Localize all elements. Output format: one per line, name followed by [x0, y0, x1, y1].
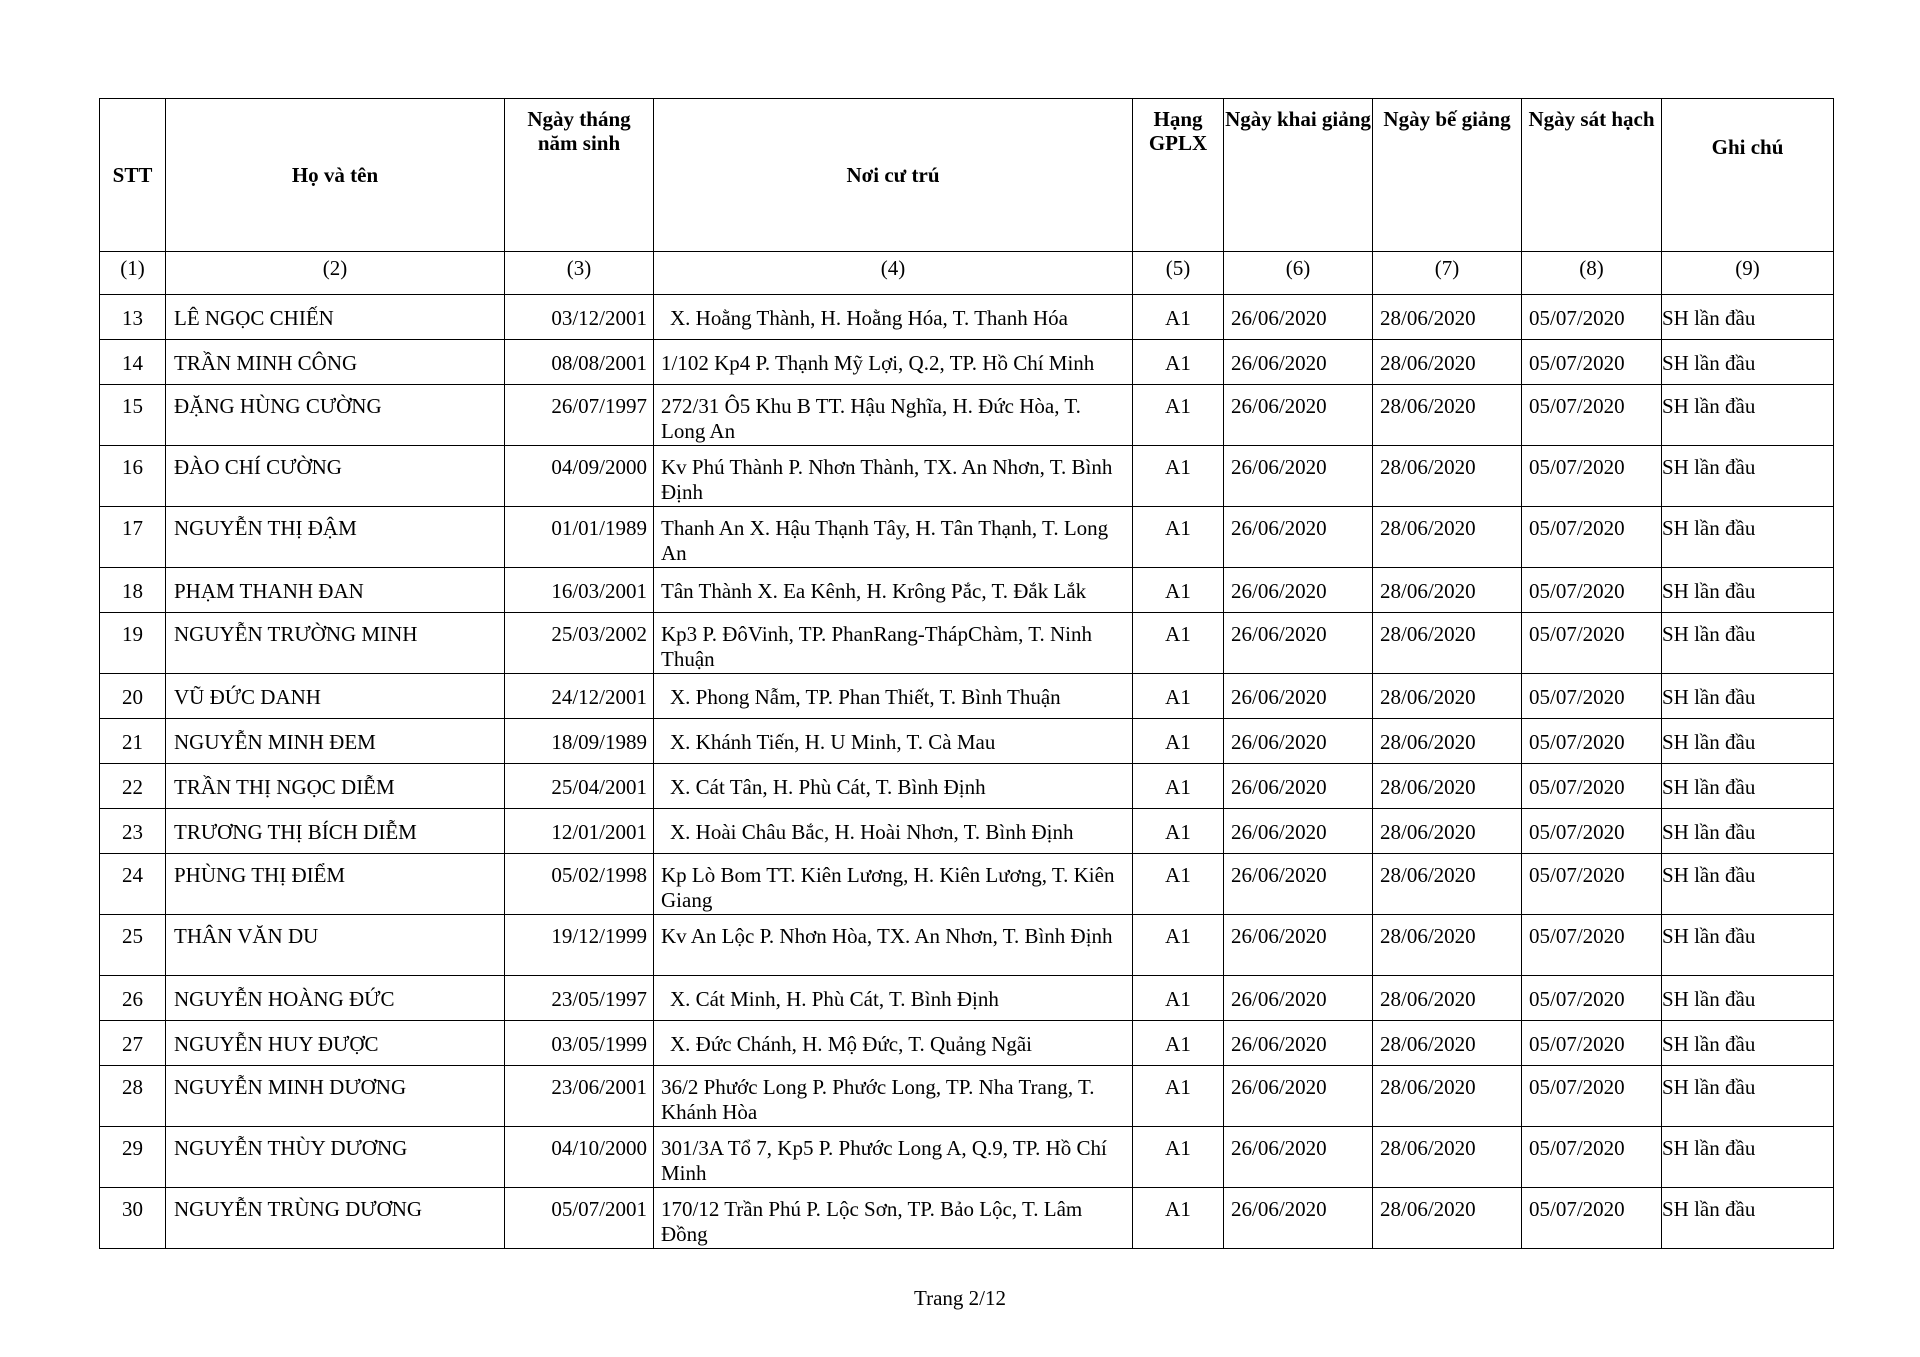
column-number: (2): [166, 252, 505, 295]
row-start-date: 26/06/2020: [1224, 1066, 1373, 1127]
row-dob: 03/05/1999: [505, 1021, 654, 1066]
row-license-class: A1: [1133, 674, 1224, 719]
row-end-date: 28/06/2020: [1373, 1188, 1522, 1249]
row-stt: 25: [100, 915, 166, 976]
row-name: VŨ ĐỨC DANH: [166, 674, 505, 719]
row-end-date: 28/06/2020: [1373, 385, 1522, 446]
row-note: SH lần đầu: [1662, 568, 1834, 613]
table-row: [100, 613, 1834, 674]
header-start-date: Ngày khai giảng: [1224, 99, 1373, 252]
row-end-date: 28/06/2020: [1373, 1021, 1522, 1066]
row-note: SH lần đầu: [1662, 1066, 1834, 1127]
header-note: Ghi chú: [1662, 99, 1834, 252]
row-start-date: 26/06/2020: [1224, 809, 1373, 854]
row-end-date: 28/06/2020: [1373, 295, 1522, 340]
row-name: NGUYỄN HOÀNG ĐỨC: [166, 976, 505, 1021]
row-stt: 17: [100, 507, 166, 568]
header-license-class: Hạng GPLX: [1133, 99, 1224, 252]
row-name: NGUYỄN THÙY DƯƠNG: [166, 1127, 505, 1188]
row-stt: 19: [100, 613, 166, 674]
table-row: [100, 1021, 1834, 1066]
row-note: SH lần đầu: [1662, 385, 1834, 446]
header-stt: STT: [100, 99, 166, 252]
table-row: [100, 809, 1834, 854]
table-row: [100, 1127, 1834, 1188]
column-number: (9): [1662, 252, 1834, 295]
row-start-date: 26/06/2020: [1224, 507, 1373, 568]
row-address: Kp Lò Bom TT. Kiên Lương, H. Kiên Lương, T. Kiên Giang: [654, 854, 1133, 915]
row-dob: 08/08/2001: [505, 340, 654, 385]
row-stt: 15: [100, 385, 166, 446]
row-license-class: A1: [1133, 764, 1224, 809]
row-note: SH lần đầu: [1662, 1188, 1834, 1249]
table-row: [100, 568, 1834, 613]
row-stt: 14: [100, 340, 166, 385]
row-start-date: 26/06/2020: [1224, 1021, 1373, 1066]
table-body: [100, 295, 1834, 1249]
row-note: SH lần đầu: [1662, 446, 1834, 507]
student-list-table: [99, 98, 1834, 1249]
row-dob: 26/07/1997: [505, 385, 654, 446]
row-start-date: 26/06/2020: [1224, 385, 1373, 446]
row-address: X. Khánh Tiến, H. U Minh, T. Cà Mau: [654, 719, 1133, 764]
row-end-date: 28/06/2020: [1373, 446, 1522, 507]
row-end-date: 28/06/2020: [1373, 915, 1522, 976]
row-exam-date: 05/07/2020: [1522, 446, 1662, 507]
table-row: [100, 764, 1834, 809]
row-dob: 03/12/2001: [505, 295, 654, 340]
row-license-class: A1: [1133, 1188, 1224, 1249]
row-address: Tân Thành X. Ea Kênh, H. Krông Pắc, T. Đắk Lắk: [654, 568, 1133, 613]
row-address: X. Cát Minh, H. Phù Cát, T. Bình Định: [654, 976, 1133, 1021]
row-address: Thanh An X. Hậu Thạnh Tây, H. Tân Thạnh, T. Long An: [654, 507, 1133, 568]
row-address: 170/12 Trần Phú P. Lộc Sơn, TP. Bảo Lộc, T. Lâm Đồng: [654, 1188, 1133, 1249]
row-note: SH lần đầu: [1662, 976, 1834, 1021]
row-address: X. Hoằng Thành, H. Hoằng Hóa, T. Thanh Hóa: [654, 295, 1133, 340]
column-number-row: [100, 252, 1834, 295]
table-row: [100, 446, 1834, 507]
row-dob: 24/12/2001: [505, 674, 654, 719]
row-license-class: A1: [1133, 295, 1224, 340]
row-exam-date: 05/07/2020: [1522, 613, 1662, 674]
row-note: SH lần đầu: [1662, 1021, 1834, 1066]
row-start-date: 26/06/2020: [1224, 764, 1373, 809]
column-number: (1): [100, 252, 166, 295]
row-dob: 16/03/2001: [505, 568, 654, 613]
column-number: (5): [1133, 252, 1224, 295]
table-row: [100, 1066, 1834, 1127]
row-start-date: 26/06/2020: [1224, 854, 1373, 915]
row-license-class: A1: [1133, 976, 1224, 1021]
row-note: SH lần đầu: [1662, 674, 1834, 719]
row-license-class: A1: [1133, 568, 1224, 613]
row-note: SH lần đầu: [1662, 340, 1834, 385]
row-address: 1/102 Kp4 P. Thạnh Mỹ Lợi, Q.2, TP. Hồ Chí Minh: [654, 340, 1133, 385]
row-address: 301/3A Tổ 7, Kp5 P. Phước Long A, Q.9, TP. Hồ Chí Minh: [654, 1127, 1133, 1188]
row-stt: 26: [100, 976, 166, 1021]
table-row: [100, 1188, 1834, 1249]
row-dob: 04/09/2000: [505, 446, 654, 507]
row-note: SH lần đầu: [1662, 1127, 1834, 1188]
row-name: PHẠM THANH ĐAN: [166, 568, 505, 613]
row-name: THÂN VĂN DU: [166, 915, 505, 976]
table-row: [100, 385, 1834, 446]
row-stt: 16: [100, 446, 166, 507]
row-end-date: 28/06/2020: [1373, 674, 1522, 719]
column-number: (7): [1373, 252, 1522, 295]
row-name: ĐẶNG HÙNG CƯỜNG: [166, 385, 505, 446]
row-exam-date: 05/07/2020: [1522, 854, 1662, 915]
row-exam-date: 05/07/2020: [1522, 568, 1662, 613]
row-end-date: 28/06/2020: [1373, 568, 1522, 613]
row-exam-date: 05/07/2020: [1522, 385, 1662, 446]
row-start-date: 26/06/2020: [1224, 976, 1373, 1021]
row-note: SH lần đầu: [1662, 719, 1834, 764]
row-end-date: 28/06/2020: [1373, 340, 1522, 385]
row-address: 272/31 Ô5 Khu B TT. Hậu Nghĩa, H. Đức Hòa, T. Long An: [654, 385, 1133, 446]
column-number: (8): [1522, 252, 1662, 295]
row-license-class: A1: [1133, 340, 1224, 385]
row-end-date: 28/06/2020: [1373, 613, 1522, 674]
row-exam-date: 05/07/2020: [1522, 674, 1662, 719]
row-exam-date: 05/07/2020: [1522, 915, 1662, 976]
row-address: Kv An Lộc P. Nhơn Hòa, TX. An Nhơn, T. Bình Định: [654, 915, 1133, 976]
table-row: [100, 915, 1834, 976]
row-exam-date: 05/07/2020: [1522, 809, 1662, 854]
table-row: [100, 295, 1834, 340]
row-name: LÊ NGỌC CHIẾN: [166, 295, 505, 340]
page-number: Trang 2/12: [914, 1286, 1006, 1310]
row-stt: 28: [100, 1066, 166, 1127]
table-row: [100, 674, 1834, 719]
row-stt: 23: [100, 809, 166, 854]
row-start-date: 26/06/2020: [1224, 340, 1373, 385]
row-license-class: A1: [1133, 1021, 1224, 1066]
row-name: NGUYỄN TRƯỜNG MINH: [166, 613, 505, 674]
row-address: 36/2 Phước Long P. Phước Long, TP. Nha Trang, T. Khánh Hòa: [654, 1066, 1133, 1127]
row-name: NGUYỄN MINH DƯƠNG: [166, 1066, 505, 1127]
row-stt: 27: [100, 1021, 166, 1066]
row-name: ĐÀO CHÍ CƯỜNG: [166, 446, 505, 507]
row-name: NGUYỄN HUY ĐƯỢC: [166, 1021, 505, 1066]
row-address: X. Đức Chánh, H. Mộ Đức, T. Quảng Ngãi: [654, 1021, 1133, 1066]
row-stt: 13: [100, 295, 166, 340]
row-start-date: 26/06/2020: [1224, 446, 1373, 507]
column-number: (4): [654, 252, 1133, 295]
row-end-date: 28/06/2020: [1373, 854, 1522, 915]
header-dob: Ngày tháng năm sinh: [505, 99, 654, 252]
row-dob: 18/09/1989: [505, 719, 654, 764]
row-name: NGUYỄN THỊ ĐẬM: [166, 507, 505, 568]
row-name: TRƯƠNG THỊ BÍCH DIỄM: [166, 809, 505, 854]
row-dob: 19/12/1999: [505, 915, 654, 976]
row-end-date: 28/06/2020: [1373, 809, 1522, 854]
row-stt: 20: [100, 674, 166, 719]
row-exam-date: 05/07/2020: [1522, 719, 1662, 764]
row-stt: 30: [100, 1188, 166, 1249]
row-exam-date: 05/07/2020: [1522, 1066, 1662, 1127]
row-license-class: A1: [1133, 915, 1224, 976]
row-exam-date: 05/07/2020: [1522, 1021, 1662, 1066]
row-exam-date: 05/07/2020: [1522, 340, 1662, 385]
row-end-date: 28/06/2020: [1373, 719, 1522, 764]
row-license-class: A1: [1133, 1066, 1224, 1127]
row-start-date: 26/06/2020: [1224, 915, 1373, 976]
row-note: SH lần đầu: [1662, 507, 1834, 568]
row-dob: 25/03/2002: [505, 613, 654, 674]
row-license-class: A1: [1133, 809, 1224, 854]
row-start-date: 26/06/2020: [1224, 295, 1373, 340]
row-license-class: A1: [1133, 719, 1224, 764]
table-row: [100, 854, 1834, 915]
row-start-date: 26/06/2020: [1224, 1127, 1373, 1188]
row-name: NGUYỄN TRÙNG DƯƠNG: [166, 1188, 505, 1249]
row-start-date: 26/06/2020: [1224, 613, 1373, 674]
row-dob: 23/06/2001: [505, 1066, 654, 1127]
row-dob: 05/07/2001: [505, 1188, 654, 1249]
row-end-date: 28/06/2020: [1373, 1127, 1522, 1188]
row-note: SH lần đầu: [1662, 915, 1834, 976]
row-stt: 18: [100, 568, 166, 613]
row-name: TRẦN THỊ NGỌC DIỄM: [166, 764, 505, 809]
header-end-date: Ngày bế giảng: [1373, 99, 1522, 252]
row-name: PHÙNG THỊ ĐIỂM: [166, 854, 505, 915]
row-exam-date: 05/07/2020: [1522, 1127, 1662, 1188]
row-start-date: 26/06/2020: [1224, 568, 1373, 613]
row-start-date: 26/06/2020: [1224, 1188, 1373, 1249]
row-address: Kv Phú Thành P. Nhơn Thành, TX. An Nhơn, T. Bình Định: [654, 446, 1133, 507]
row-license-class: A1: [1133, 385, 1224, 446]
header-residence: Nơi cư trú: [654, 99, 1133, 252]
row-start-date: 26/06/2020: [1224, 719, 1373, 764]
table-row: [100, 976, 1834, 1021]
row-note: SH lần đầu: [1662, 854, 1834, 915]
row-end-date: 28/06/2020: [1373, 764, 1522, 809]
table-header-row: [100, 99, 1834, 252]
row-dob: 25/04/2001: [505, 764, 654, 809]
row-exam-date: 05/07/2020: [1522, 295, 1662, 340]
row-license-class: A1: [1133, 854, 1224, 915]
row-dob: 12/01/2001: [505, 809, 654, 854]
row-license-class: A1: [1133, 1127, 1224, 1188]
row-note: SH lần đầu: [1662, 809, 1834, 854]
row-start-date: 26/06/2020: [1224, 674, 1373, 719]
row-name: NGUYỄN MINH ĐEM: [166, 719, 505, 764]
table-row: [100, 340, 1834, 385]
row-end-date: 28/06/2020: [1373, 976, 1522, 1021]
row-exam-date: 05/07/2020: [1522, 976, 1662, 1021]
row-address: X. Cát Tân, H. Phù Cát, T. Bình Định: [654, 764, 1133, 809]
row-exam-date: 05/07/2020: [1522, 507, 1662, 568]
row-address: X. Hoài Châu Bắc, H. Hoài Nhơn, T. Bình Định: [654, 809, 1133, 854]
row-dob: 23/05/1997: [505, 976, 654, 1021]
row-end-date: 28/06/2020: [1373, 507, 1522, 568]
row-dob: 04/10/2000: [505, 1127, 654, 1188]
row-end-date: 28/06/2020: [1373, 1066, 1522, 1127]
row-name: TRẦN MINH CÔNG: [166, 340, 505, 385]
row-stt: 24: [100, 854, 166, 915]
row-stt: 21: [100, 719, 166, 764]
row-dob: 01/01/1989: [505, 507, 654, 568]
row-exam-date: 05/07/2020: [1522, 764, 1662, 809]
row-note: SH lần đầu: [1662, 295, 1834, 340]
row-license-class: A1: [1133, 613, 1224, 674]
row-exam-date: 05/07/2020: [1522, 1188, 1662, 1249]
row-note: SH lần đầu: [1662, 764, 1834, 809]
row-license-class: A1: [1133, 507, 1224, 568]
row-stt: 22: [100, 764, 166, 809]
row-license-class: A1: [1133, 446, 1224, 507]
table-row: [100, 507, 1834, 568]
row-note: SH lần đầu: [1662, 613, 1834, 674]
row-address: Kp3 P. ĐôVinh, TP. PhanRang-ThápChàm, T. Ninh Thuận: [654, 613, 1133, 674]
table-row: [100, 719, 1834, 764]
row-address: X. Phong Nẫm, TP. Phan Thiết, T. Bình Thuận: [654, 674, 1133, 719]
row-stt: 29: [100, 1127, 166, 1188]
column-number: (3): [505, 252, 654, 295]
row-dob: 05/02/1998: [505, 854, 654, 915]
column-number: (6): [1224, 252, 1373, 295]
header-exam-date: Ngày sát hạch: [1522, 99, 1662, 252]
header-name: Họ và tên: [166, 99, 505, 252]
